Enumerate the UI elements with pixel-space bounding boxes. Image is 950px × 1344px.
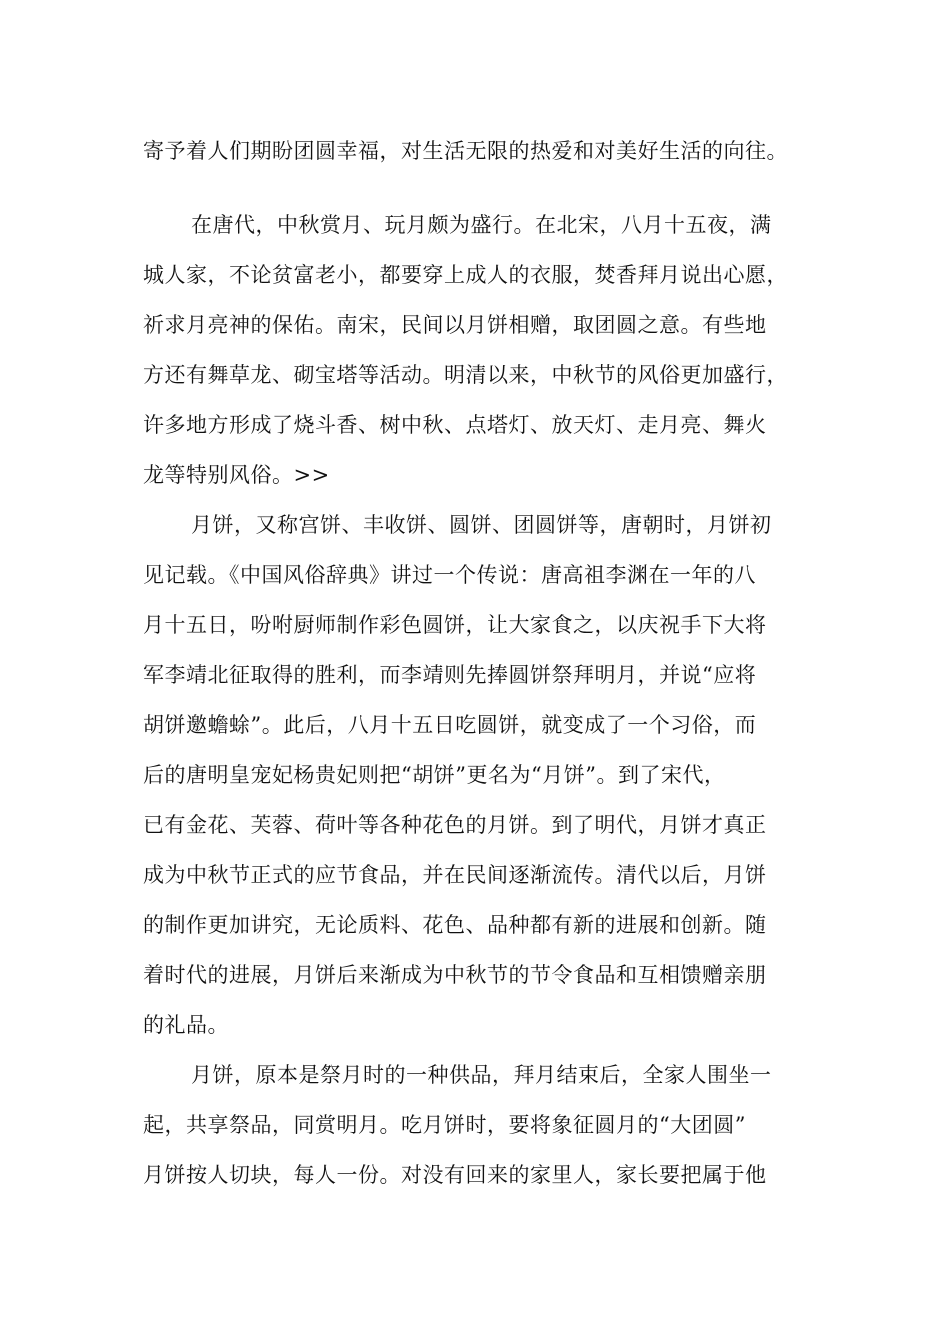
document-body bbox=[143, 126, 807, 1200]
text-line: 见记载。《中国风俗辞典》讲过一个传说：唐高祖李渊在一年的八 bbox=[143, 563, 756, 587]
text-line: 成为中秋节正式的应节食品，并在民间逐渐流传。清代以后，月饼 bbox=[143, 863, 767, 887]
text-line: 方还有舞草龙、砌宝塔等活动。明清以来，中秋节的风俗更加盛行， bbox=[143, 363, 788, 387]
text-line: 月饼，原本是祭月时的一种供品，拜月结束后，全家人围坐一 bbox=[191, 1063, 772, 1087]
paragraph-mooncake-origin bbox=[143, 500, 807, 1050]
text-line: 的制作更加讲究，无论质料、花色、品种都有新的进展和创新。随 bbox=[143, 913, 767, 937]
text-line: 许多地方形成了烧斗香、树中秋、点塔灯、放天灯、走月亮、舞火 bbox=[143, 413, 767, 437]
paragraph-continuation bbox=[143, 126, 807, 176]
text-line: 已有金花、芙蓉、荷叶等各种花色的月饼。到了明代，月饼才真正 bbox=[143, 813, 767, 837]
text-line: 胡饼邀蟾蜍”。此后，八月十五日吃圆饼，就变成了一个习俗，而 bbox=[143, 713, 757, 737]
text-line: 祈求月亮神的保佑。南宋，民间以月饼相赠，取团圆之意。有些地 bbox=[143, 313, 767, 337]
text-line: 起，共享祭品，同赏明月。吃月饼时，要将象征圆月的“大团圆” bbox=[143, 1113, 746, 1137]
text-line: 着时代的进展，月饼后来渐成为中秋节的节令食品和互相馈赠亲朋 bbox=[143, 963, 767, 987]
text-line: 城人家，不论贫富老小，都要穿上成人的衣服，焚香拜月说出心愿， bbox=[143, 263, 788, 287]
text-line: 寄予着人们期盼团圆幸福，对生活无限的热爱和对美好生活的向往。 bbox=[143, 139, 788, 163]
text-line: 龙等特别风俗。>> bbox=[143, 463, 330, 487]
paragraph-mid-autumn-history bbox=[143, 200, 807, 500]
text-line: 月十五日，吩咐厨师制作彩色圆饼，让大家食之，以庆祝手下大将 bbox=[143, 613, 767, 637]
text-line: 在唐代，中秋赏月、玩月颇为盛行。在北宋，八月十五夜，满 bbox=[191, 213, 772, 237]
paragraph-mooncake-offering bbox=[143, 1050, 807, 1200]
paragraph-gap bbox=[143, 176, 807, 200]
text-line: 军李靖北征取得的胜利，而李靖则先捧圆饼祭拜明月，并说“应将 bbox=[143, 663, 757, 687]
text-line: 的礼品。 bbox=[143, 1013, 229, 1037]
text-line: 后的唐明皇宠妃杨贵妃则把“胡饼”更名为“月饼”。到了宋代， bbox=[143, 763, 726, 787]
text-line: 月饼，又称宫饼、丰收饼、圆饼、团圆饼等，唐朝时，月饼初 bbox=[191, 513, 772, 537]
text-line: 月饼按人切块，每人一份。对没有回来的家里人，家长要把属于他 bbox=[143, 1163, 767, 1187]
